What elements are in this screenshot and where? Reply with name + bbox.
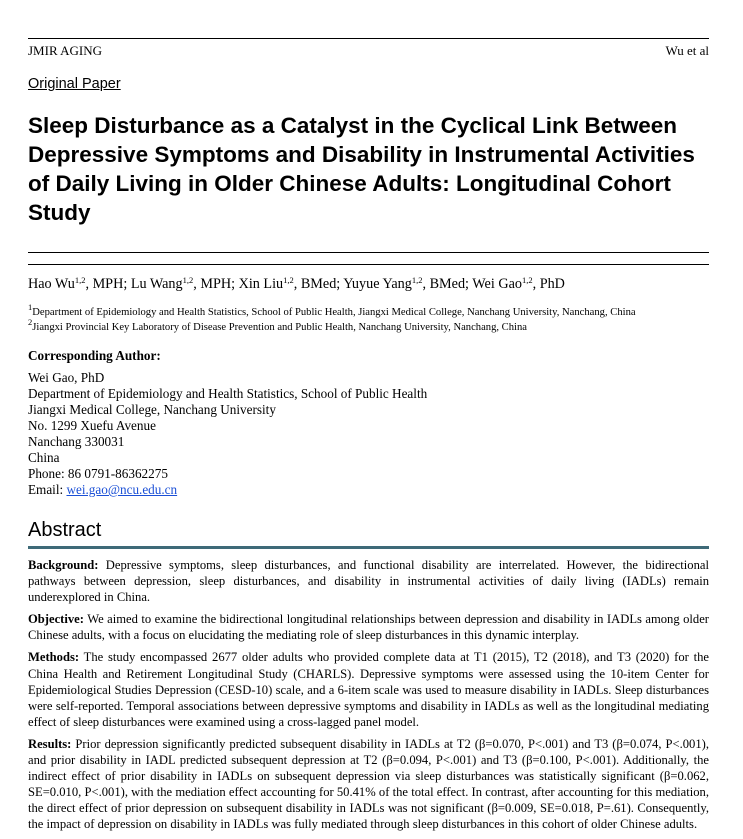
corresponding-author bbox=[28, 348, 709, 498]
affiliation-1: $^1$Department of Epidemiology and Health Statistics, School of Public Health, Jiangxi Medical College, Nanchang University, Nanchang, China bbox=[28, 302, 636, 318]
author-name: Yuyue Yang bbox=[343, 276, 412, 292]
email-line: Email: wei.gao@ncu.edu.cn bbox=[28, 482, 178, 497]
header-rule bbox=[28, 38, 709, 39]
paper-title: Sleep Disturbance as a Catalyst in the Cyclical Link Between Depressive Symptoms and Disability in Instrumental Activities of Daily Living in Older Chinese Adults: Longitudinal Cohort Study bbox=[28, 113, 695, 225]
author-affiliation-sup: 1,2 bbox=[182, 275, 194, 285]
journal-name: JMIR AGING bbox=[28, 43, 103, 58]
author-name: Hao Wu bbox=[28, 276, 75, 292]
author-affiliation-sup: 1,2 bbox=[411, 275, 423, 285]
abstract-heading: Abstract bbox=[28, 519, 102, 541]
title-rule-bottom bbox=[28, 264, 709, 265]
abstract-rule bbox=[28, 546, 709, 549]
author-name: Lu Wang bbox=[130, 276, 183, 292]
author-degree: , MPH; bbox=[85, 276, 131, 292]
abstract-methods: Methods: The study encompassed 2677 older adults who provided complete data at T1 (2015), T2 (2018), and T3 (2020) for the China Health and Retirement Longitudinal Study (CHARLS). Depressive symptoms were assessed using the 10-item Center for Epidemiological Studies Depression (CESD-10) scale, and a 6-item scale was used to measure disability in IADLs. Sleep disturbances were self-reported. Temporal associations between depressive symptoms and disability in IADLs as well as the longitudinal mediating effect of sleep disturbances were examined using a cross-lagged panel model. bbox=[28, 650, 710, 729]
title-rule-top bbox=[28, 252, 709, 253]
corr-line: Phone: 86 0791-86362275 bbox=[28, 466, 168, 481]
abstract-objective: Objective: We aimed to examine the bidirectional longitudinal relationships between depression and disability in IADLs among older Chinese adults, with a focus on elucidating the mediating role of sleep disturbances in this dynamic interplay. bbox=[28, 612, 709, 643]
author-list bbox=[28, 275, 718, 293]
author-affiliation-sup: 1,2 bbox=[521, 275, 533, 285]
running-authors: Wu et al bbox=[665, 43, 709, 58]
corr-line: Department of Epidemiology and Health Statistics, School of Public Health bbox=[28, 386, 428, 401]
abstract-background: Background: Depressive symptoms, sleep disturbances, and functional disability are interrelated. However, the bidirectional pathways between depression, sleep disturbances, and disability in instrumental activities of daily living (IADLs) remain underexplored in China. bbox=[28, 558, 709, 605]
corr-line: China bbox=[28, 450, 60, 465]
author-name: Xin Liu bbox=[238, 276, 284, 292]
email-link[interactable]: wei.gao@ncu.edu.cn bbox=[66, 482, 178, 497]
author-degree: , BMed; bbox=[422, 276, 473, 292]
corr-line: Nanchang 330031 bbox=[28, 434, 125, 449]
author-degree: , PhD bbox=[532, 276, 565, 292]
author-affiliation-sup: 1,2 bbox=[74, 275, 86, 285]
corr-line: Jiangxi Medical College, Nanchang University bbox=[28, 402, 276, 417]
author-degree: , MPH; bbox=[193, 276, 239, 292]
corr-line: Wei Gao, PhD bbox=[28, 370, 105, 385]
author-name: Wei Gao bbox=[472, 276, 522, 292]
abstract-body bbox=[28, 557, 709, 839]
corresponding-label: Corresponding Author: bbox=[28, 348, 161, 363]
author-degree: , BMed; bbox=[293, 276, 344, 292]
article-type: Original Paper bbox=[28, 76, 121, 92]
corr-line: No. 1299 Xuefu Avenue bbox=[28, 418, 156, 433]
author-affiliation-sup: 1,2 bbox=[283, 275, 294, 285]
abstract-results: Results: Prior depression significantly predicted subsequent disability in IADLs at T2 (β=0.070, P<.001) and T3 (β=0.074, P<.001), and prior disability in IADL predicted subsequent depression at T2 (β=0.094, P<.001) and T3 (β=0.100, P<.001). Additionally, the indirect effect of prior disability in IADLs on subsequent depression via sleep disturbances was statistically significant (β=0.062, SE=0.010, P<.001), with the mediation effect accounting for 50.41% of the total effect. In contrast, after accounting for this mediation, the direct effect of prior depression on subsequent disability in IADLs was not significant (β=0.009, SE=0.018, P=.61). Consequently, the impact of depression on disability in IADLs was fully mediated through sleep disturbances in this cohort of older Chinese adults. bbox=[28, 736, 709, 832]
affiliation-2: $^2$Jiangxi Provincial Key Laboratory of Disease Prevention and Public Health, Nanchang University, Nanchang, China bbox=[28, 317, 527, 333]
